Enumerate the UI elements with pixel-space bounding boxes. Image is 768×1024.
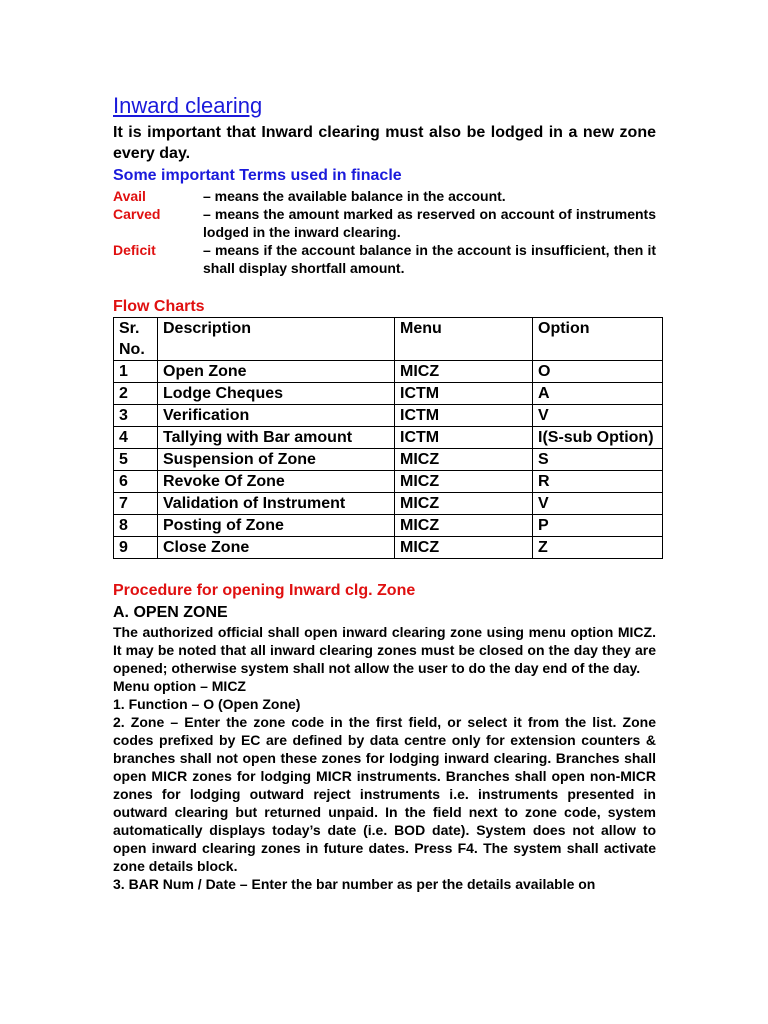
term-definition: – means the available balance in the account.	[203, 188, 506, 204]
header-description: Description	[158, 318, 395, 361]
term-name: Carved	[113, 206, 161, 222]
cell-sr: 4	[114, 427, 158, 449]
table-row	[114, 515, 663, 537]
cell-sr: 5	[114, 449, 158, 471]
cell-option: P	[533, 515, 663, 537]
cell-description: Verification	[158, 405, 395, 427]
term-definition: – means if the account balance in the account is insufficient, then it shall display shortfall amount.	[203, 242, 656, 276]
paragraph: 3. BAR Num / Date – Enter the bar number as per the details available on	[113, 876, 596, 892]
cell-description: Open Zone	[158, 361, 395, 383]
cell-option: O	[533, 361, 663, 383]
cell-menu: ICTM	[395, 383, 533, 405]
terms-heading: Some important Terms used in finacle	[113, 167, 402, 184]
table-row	[114, 537, 663, 559]
paragraph: 1. Function – O (Open Zone)	[113, 696, 301, 712]
cell-option: I(S-sub Option)	[533, 427, 663, 449]
cell-sr: 9	[114, 537, 158, 559]
term-row	[113, 241, 656, 277]
page-title: Inward clearing	[113, 93, 263, 118]
table-row	[114, 493, 663, 515]
document-page	[113, 92, 656, 893]
header-option: Option	[533, 318, 663, 361]
table-row	[114, 383, 663, 405]
cell-option: R	[533, 471, 663, 493]
table-header-row	[114, 318, 663, 361]
open-zone-heading: A. OPEN ZONE	[113, 604, 228, 621]
cell-sr: 7	[114, 493, 158, 515]
cell-menu: MICZ	[395, 361, 533, 383]
cell-description: Close Zone	[158, 537, 395, 559]
cell-description: Validation of Instrument	[158, 493, 395, 515]
procedure-heading: Procedure for opening Inward clg. Zone	[113, 582, 416, 599]
cell-option: S	[533, 449, 663, 471]
cell-sr: 8	[114, 515, 158, 537]
cell-menu: MICZ	[395, 537, 533, 559]
cell-description: Posting of Zone	[158, 515, 395, 537]
table-row	[114, 405, 663, 427]
cell-option: V	[533, 405, 663, 427]
paragraph: The authorized official shall open inward clearing zone using menu option MICZ. It may be noted that all inward clearing zones must be closed on the day they are opened; otherwise system shall not allow the user to do the day end of the day.	[113, 624, 656, 676]
cell-description: Lodge Cheques	[158, 383, 395, 405]
paragraph: Menu option – MICZ	[113, 678, 246, 694]
table-row	[114, 449, 663, 471]
table-row	[114, 427, 663, 449]
cell-sr: 6	[114, 471, 158, 493]
intro-text: It is important that Inward clearing must also be lodged in a new zone every day.	[113, 124, 656, 162]
cell-sr: 1	[114, 361, 158, 383]
table-row	[114, 471, 663, 493]
cell-option: Z	[533, 537, 663, 559]
cell-menu: ICTM	[395, 405, 533, 427]
cell-option: V	[533, 493, 663, 515]
cell-sr: 3	[114, 405, 158, 427]
flow-charts-heading: Flow Charts	[113, 298, 205, 315]
table-row	[114, 361, 663, 383]
cell-menu: MICZ	[395, 449, 533, 471]
term-row	[113, 187, 656, 205]
header-sr-no: Sr. No.	[114, 318, 158, 361]
cell-menu: ICTM	[395, 427, 533, 449]
cell-description: Tallying with Bar amount	[158, 427, 395, 449]
cell-menu: MICZ	[395, 471, 533, 493]
term-name: Deficit	[113, 242, 156, 258]
flow-chart-table	[113, 317, 663, 559]
cell-option: A	[533, 383, 663, 405]
term-row	[113, 205, 656, 241]
header-menu: Menu	[395, 318, 533, 361]
cell-sr: 2	[114, 383, 158, 405]
term-name: Avail	[113, 188, 146, 204]
cell-menu: MICZ	[395, 493, 533, 515]
terms-list	[113, 187, 656, 277]
term-definition: – means the amount marked as reserved on account of instruments lodged in the inward clearing.	[203, 206, 656, 240]
paragraph: 2. Zone – Enter the zone code in the first field, or select it from the list. Zone codes prefixed by EC are defined by data centre only for extension counters & branches shall not open these zones for lodging inward clearing. Branches shall open MICR zones for lodging MICR instruments. Branches shall open non-MICR zones for lodging outward reject instruments i.e. instruments presented in outward clearing but returned unpaid. In the field next to zone code, system automatically displays today’s date (i.e. BOD date). System does not allow to open inward clearing zones in future dates. Press F4. The system shall activate zone details block.	[113, 714, 656, 874]
cell-description: Suspension of Zone	[158, 449, 395, 471]
cell-description: Revoke Of Zone	[158, 471, 395, 493]
cell-menu: MICZ	[395, 515, 533, 537]
